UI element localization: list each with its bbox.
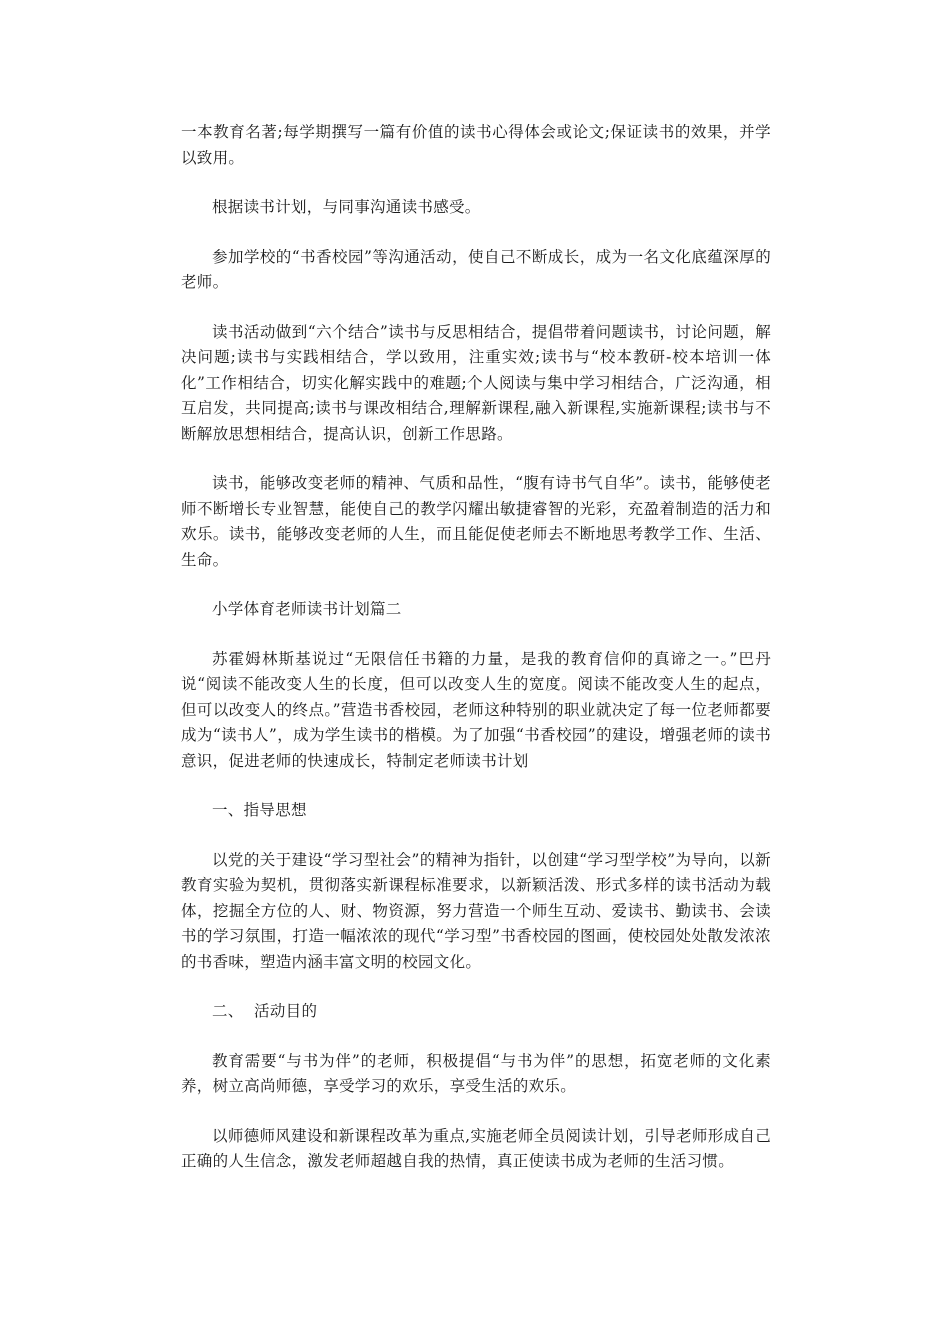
heading-guiding-ideology: 一、指导思想: [212, 801, 307, 819]
section-title-part-two: 小学体育老师读书计划篇二: [212, 600, 402, 618]
document-body: [181, 120, 771, 1199]
paragraph-reading-benefits: 读书，能够改变老师的精神、气质和品性，“腹有诗书气自华”。读书，能够使老师不断增长专业智慧，能使自己的教学闪耀出敏捷睿智的光彩，充盈着制造的活力和欢乐。读书，能够改变老师的人生，而且能促使老师去不断地思考教学工作、生活、生命。: [181, 474, 771, 569]
paragraph-purpose-companion: 教育需要“与书为伴”的老师，积极提倡“与书为伴”的思想，拓宽老师的文化素养，树立高尚师德，享受学习的欢乐，享受生活的欢乐。: [181, 1051, 771, 1095]
paragraph-six-combinations: 读书活动做到“六个结合”读书与反思相结合，提倡带着问题读书，讨论问题，解决问题;读书与实践相结合，学以致用，注重实效;读书与“校本教研-校本培训一体化”工作相结合，切实化解实践中的难题;个人阅读与集中学习相结合，广泛沟通，相互启发，共同提高;读书与课改相结合,理解新课程,融入新课程,实施新课程;读书与不断解放思想相结合，提高认识，创新工作思路。: [181, 322, 771, 443]
paragraph-share-feelings: 根据读书计划，与同事沟通读书感受。: [212, 198, 481, 216]
heading-activity-purpose: 二、 活动目的: [212, 1002, 318, 1020]
paragraph-guiding-ideology: 以党的关于建设“学习型社会”的精神为指针，以创建“学习型学校”为导向，以新教育实验为契机，贯彻落实新课程标准要求，以新颖活泼、形式多样的读书活动为载体，挖掘全方位的人、财、物资源，努力营造一个师生互动、爱读书、勤读书、会读书的学习氛围，打造一幅浓浓的现代“学习型”书香校园的图画，使校园处处散发浓浓的书香味，塑造内涵丰富文明的校园文化。: [181, 850, 771, 971]
paragraph-book-campus: 参加学校的“书香校园”等沟通活动，使自己不断成长，成为一名文化底蕴深厚的老师。: [181, 247, 771, 291]
paragraph-purpose-habit: 以师德师风建设和新课程改革为重点,实施老师全员阅读计划，引导老师形成自己正确的人生信念，激发老师超越自我的热情，真正使读书成为老师的生活习惯。: [181, 1126, 771, 1170]
paragraph-continued: 一本教育名著;每学期撰写一篇有价值的读书心得体会或论文;保证读书的效果，并学以致用。: [181, 123, 771, 167]
paragraph-introduction-quotes: 苏霍姆林斯基说过“无限信任书籍的力量，是我的教育信仰的真谛之一。”巴丹说“阅读不能改变人生的长度，但可以改变人生的宽度。阅读不能改变人生的起点，但可以改变人的终点。”营造书香校园，老师这种特别的职业就决定了每一位老师都要成为“读书人”，成为学生读书的楷模。为了加强“书香校园”的建设，增强老师的读书意识，促进老师的快速成长，特制定老师读书计划: [181, 649, 771, 770]
